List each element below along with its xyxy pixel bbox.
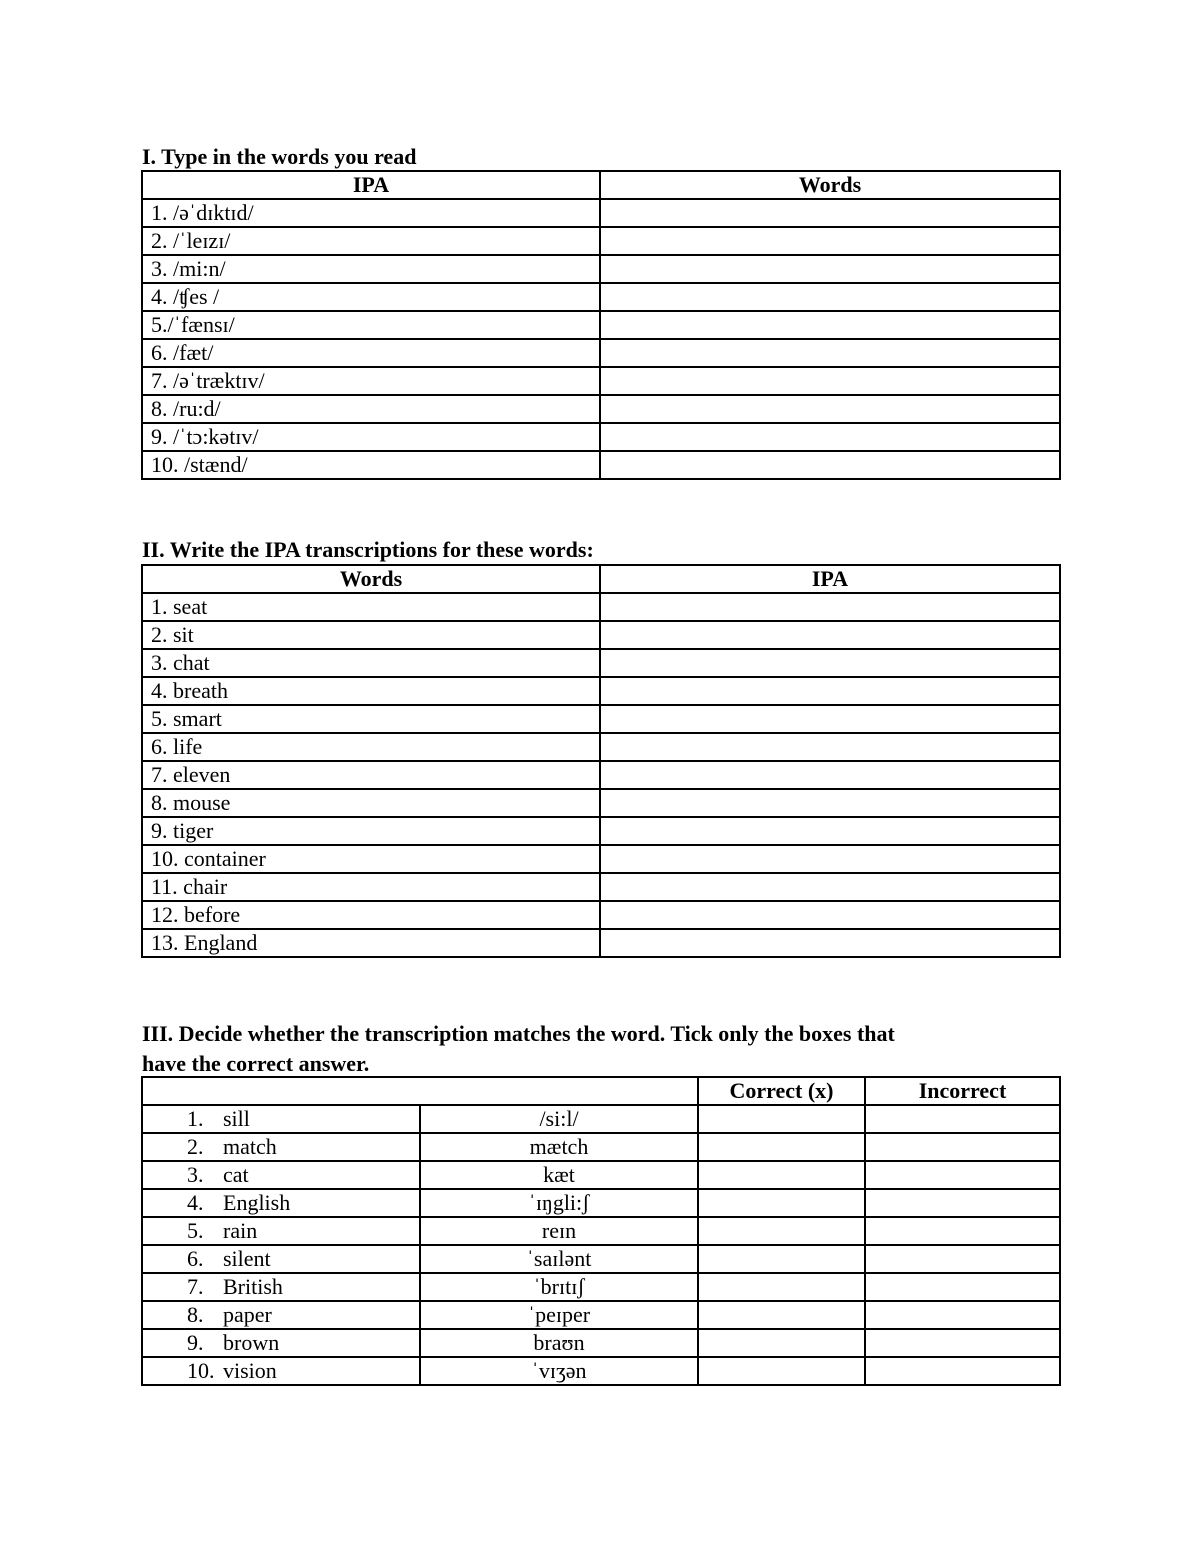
word-cell: [142, 1301, 420, 1329]
answer-word-cell[interactable]: [600, 255, 1060, 283]
word-cell: [142, 1329, 420, 1357]
blank-header: [142, 1077, 698, 1105]
word-cell: [142, 1273, 420, 1301]
table-row: [142, 873, 1060, 901]
transcription-cell: ˈpeɪper: [420, 1301, 698, 1329]
section2-table: [141, 564, 1061, 958]
table-row: [142, 929, 1060, 957]
table-row: [142, 395, 1060, 423]
answer-word-cell[interactable]: [600, 395, 1060, 423]
row-label: 6. /fæt/: [142, 339, 600, 367]
row-label: 9. /ˈtɔ:kətɪv/: [142, 423, 600, 451]
table-row: [142, 423, 1060, 451]
section1-table: [141, 170, 1061, 480]
incorrect-checkbox-cell[interactable]: [865, 1245, 1060, 1273]
transcription-cell: ˈbrɪtɪʃ: [420, 1273, 698, 1301]
col-incorrect-header: Incorrect: [865, 1077, 1060, 1105]
answer-ipa-cell[interactable]: [600, 593, 1060, 621]
incorrect-checkbox-cell[interactable]: [865, 1329, 1060, 1357]
incorrect-checkbox-cell[interactable]: [865, 1105, 1060, 1133]
word-text: vision: [223, 1358, 277, 1383]
answer-word-cell[interactable]: [600, 311, 1060, 339]
section1-heading: I. Type in the words you read: [142, 144, 417, 169]
section3-heading-line2: have the correct answer.: [142, 1051, 370, 1076]
table-row: [142, 845, 1060, 873]
col-ipa-header: IPA: [142, 171, 600, 199]
row-label: 1. seat: [142, 593, 600, 621]
word-text: sill: [223, 1106, 250, 1131]
row-label: 2. /ˈleɪzɪ/: [142, 227, 600, 255]
table-row: [142, 227, 1060, 255]
transcription-cell: /si:l/: [420, 1105, 698, 1133]
table-header-row: [142, 565, 1060, 593]
incorrect-checkbox-cell[interactable]: [865, 1133, 1060, 1161]
table-row: [142, 621, 1060, 649]
answer-ipa-cell[interactable]: [600, 845, 1060, 873]
answer-ipa-cell[interactable]: [600, 761, 1060, 789]
correct-checkbox-cell[interactable]: [698, 1273, 865, 1301]
table-header-row: [142, 1077, 1060, 1105]
row-label: 7. eleven: [142, 761, 600, 789]
table-header-row: [142, 171, 1060, 199]
table-row: [142, 1133, 1060, 1161]
incorrect-checkbox-cell[interactable]: [865, 1217, 1060, 1245]
col-ipa-header: IPA: [600, 565, 1060, 593]
word-cell: [142, 1161, 420, 1189]
col-words-header: Words: [142, 565, 600, 593]
answer-ipa-cell[interactable]: [600, 789, 1060, 817]
row-label: 12. before: [142, 901, 600, 929]
row-label: 3. chat: [142, 649, 600, 677]
answer-ipa-cell[interactable]: [600, 901, 1060, 929]
table-row: [142, 901, 1060, 929]
table-row: [142, 1301, 1060, 1329]
answer-ipa-cell[interactable]: [600, 677, 1060, 705]
row-number: 4.: [187, 1190, 204, 1215]
row-label: 8. mouse: [142, 789, 600, 817]
row-label: 4. breath: [142, 677, 600, 705]
transcription-cell: braʊn: [420, 1329, 698, 1357]
table-row: [142, 451, 1060, 479]
answer-ipa-cell[interactable]: [600, 733, 1060, 761]
word-text: English: [223, 1190, 291, 1215]
correct-checkbox-cell[interactable]: [698, 1189, 865, 1217]
row-label: 2. sit: [142, 621, 600, 649]
word-text: silent: [223, 1246, 271, 1271]
table-row: [142, 789, 1060, 817]
row-label: 5. smart: [142, 705, 600, 733]
correct-checkbox-cell[interactable]: [698, 1217, 865, 1245]
table-row: [142, 593, 1060, 621]
row-label: 8. /ru:d/: [142, 395, 600, 423]
answer-ipa-cell[interactable]: [600, 621, 1060, 649]
row-number: 1.: [187, 1106, 204, 1131]
correct-checkbox-cell[interactable]: [698, 1105, 865, 1133]
correct-checkbox-cell[interactable]: [698, 1133, 865, 1161]
answer-word-cell[interactable]: [600, 339, 1060, 367]
row-label: 1. /əˈdɪktɪd/: [142, 199, 600, 227]
table-row: [142, 1217, 1060, 1245]
table-row: [142, 255, 1060, 283]
table-row: [142, 1329, 1060, 1357]
row-label: 7. /əˈtræktɪv/: [142, 367, 600, 395]
incorrect-checkbox-cell[interactable]: [865, 1161, 1060, 1189]
table-row: [142, 1273, 1060, 1301]
correct-checkbox-cell[interactable]: [698, 1301, 865, 1329]
answer-word-cell[interactable]: [600, 367, 1060, 395]
correct-checkbox-cell[interactable]: [698, 1357, 865, 1385]
answer-word-cell[interactable]: [600, 451, 1060, 479]
section3-table: [141, 1076, 1061, 1386]
word-text: British: [223, 1274, 283, 1299]
answer-word-cell[interactable]: [600, 423, 1060, 451]
word-cell: [142, 1105, 420, 1133]
correct-checkbox-cell[interactable]: [698, 1161, 865, 1189]
transcription-cell: ˈvɪʒən: [420, 1357, 698, 1385]
row-number: 10.: [187, 1358, 215, 1383]
row-label: 11. chair: [142, 873, 600, 901]
incorrect-checkbox-cell[interactable]: [865, 1189, 1060, 1217]
col-words-header: Words: [600, 171, 1060, 199]
word-text: brown: [223, 1330, 280, 1355]
word-text: paper: [223, 1302, 272, 1327]
row-label: 6. life: [142, 733, 600, 761]
word-cell: [142, 1217, 420, 1245]
incorrect-checkbox-cell[interactable]: [865, 1273, 1060, 1301]
incorrect-checkbox-cell[interactable]: [865, 1357, 1060, 1385]
word-cell: [142, 1245, 420, 1273]
answer-ipa-cell[interactable]: [600, 649, 1060, 677]
table-row: [142, 367, 1060, 395]
transcription-cell: kæt: [420, 1161, 698, 1189]
answer-ipa-cell[interactable]: [600, 929, 1060, 957]
row-label: 9. tiger: [142, 817, 600, 845]
table-row: [142, 1105, 1060, 1133]
table-row: [142, 705, 1060, 733]
transcription-cell: ˈɪŋgli:ʃ: [420, 1189, 698, 1217]
row-label: 5./ˈfænsɪ/: [142, 311, 600, 339]
row-label: 13. England: [142, 929, 600, 957]
row-label: 10. container: [142, 845, 600, 873]
table-row: [142, 339, 1060, 367]
table-row: [142, 761, 1060, 789]
incorrect-checkbox-cell[interactable]: [865, 1301, 1060, 1329]
row-number: 9.: [187, 1330, 204, 1355]
table-row: [142, 1189, 1060, 1217]
word-cell: [142, 1357, 420, 1385]
row-label: 3. /mi:n/: [142, 255, 600, 283]
word-text: rain: [223, 1218, 258, 1243]
word-text: cat: [223, 1162, 249, 1187]
row-number: 6.: [187, 1246, 204, 1271]
answer-ipa-cell[interactable]: [600, 817, 1060, 845]
word-cell: [142, 1133, 420, 1161]
table-row: [142, 677, 1060, 705]
transcription-cell: mætch: [420, 1133, 698, 1161]
transcription-cell: ˈsaɪlənt: [420, 1245, 698, 1273]
table-row: [142, 733, 1060, 761]
section2-heading: II. Write the IPA transcriptions for these words:: [142, 537, 594, 562]
answer-ipa-cell[interactable]: [600, 873, 1060, 901]
table-row: [142, 283, 1060, 311]
answer-word-cell[interactable]: [600, 227, 1060, 255]
answer-word-cell[interactable]: [600, 283, 1060, 311]
row-number: 5.: [187, 1218, 204, 1243]
table-row: [142, 1161, 1060, 1189]
correct-checkbox-cell[interactable]: [698, 1329, 865, 1357]
table-row: [142, 311, 1060, 339]
table-row: [142, 1357, 1060, 1385]
answer-ipa-cell[interactable]: [600, 705, 1060, 733]
row-number: 8.: [187, 1302, 204, 1327]
transcription-cell: reɪn: [420, 1217, 698, 1245]
table-row: [142, 649, 1060, 677]
correct-checkbox-cell[interactable]: [698, 1245, 865, 1273]
table-row: [142, 1245, 1060, 1273]
word-text: match: [223, 1134, 277, 1159]
row-number: 2.: [187, 1134, 204, 1159]
row-number: 7.: [187, 1274, 204, 1299]
table-row: [142, 817, 1060, 845]
row-label: 4. /ʧes /: [142, 283, 600, 311]
section3-heading-line1: III. Decide whether the transcription matches the word. Tick only the boxes that: [142, 1021, 895, 1046]
word-cell: [142, 1189, 420, 1217]
row-number: 3.: [187, 1162, 204, 1187]
answer-word-cell[interactable]: [600, 199, 1060, 227]
row-label: 10. /stænd/: [142, 451, 600, 479]
col-correct-header: Correct (x): [698, 1077, 865, 1105]
table-row: [142, 199, 1060, 227]
